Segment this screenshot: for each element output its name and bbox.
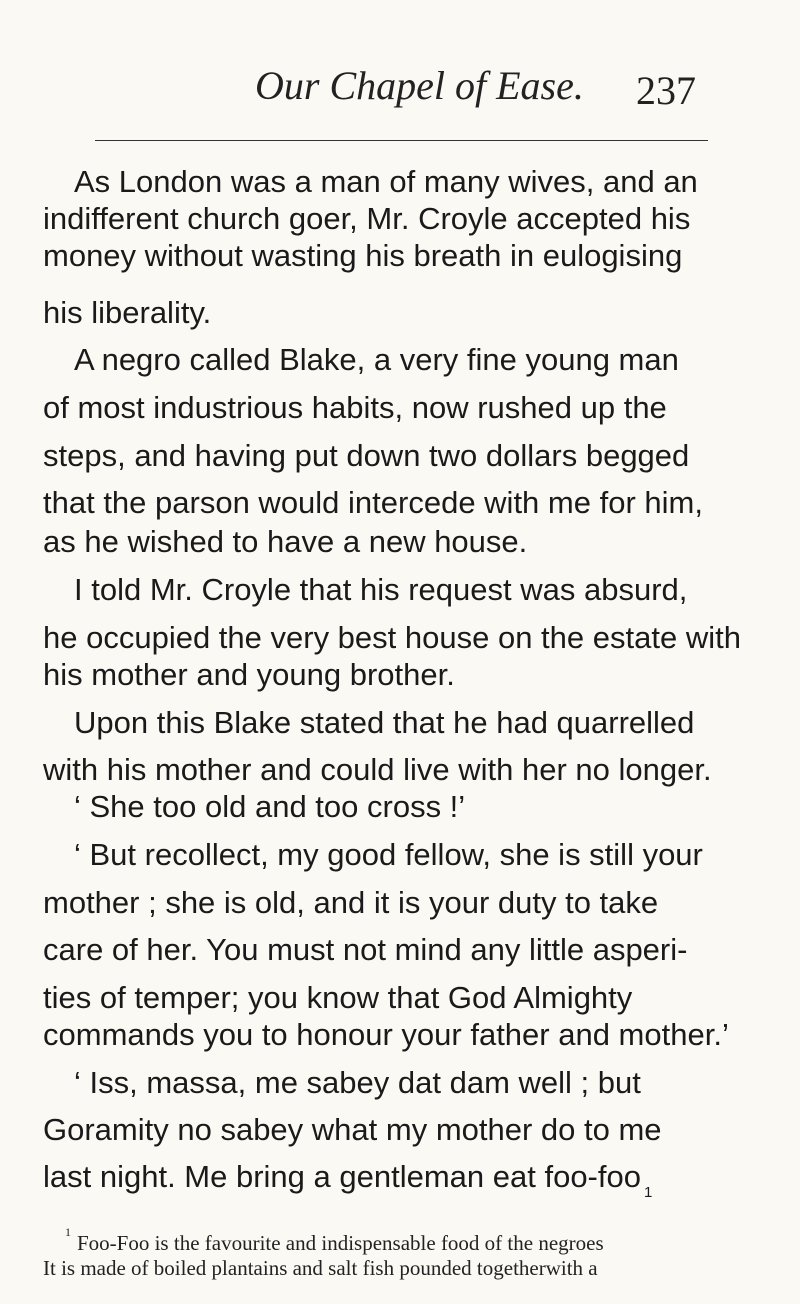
text-line: his mother and young brother.	[43, 657, 455, 692]
page-number: 237	[636, 68, 696, 113]
text-line: commands you to honour your father and mother.’	[43, 1017, 729, 1052]
page-header	[0, 62, 800, 132]
text-line: with his mother and could live with her no longer.	[43, 752, 712, 787]
text-line: as he wished to have a new house.	[43, 524, 528, 559]
text-line: ties of temper; you know that God Almighty	[43, 980, 633, 1015]
footnote-line-1	[65, 1225, 604, 1256]
running-title: Our Chapel of Ease.	[255, 63, 584, 108]
footnote-reference: 1	[643, 1184, 653, 1201]
text-line: his liberality.	[43, 295, 212, 330]
text-line: mother ; she is old, and it is your duty to take	[43, 885, 659, 920]
text-line: ‘ Iss, massa, me sabey dat dam well ; but	[74, 1065, 641, 1100]
text-line: steps, and having put down two dollars begged	[43, 438, 690, 473]
text-line: A negro called Blake, a very fine young man	[74, 342, 679, 377]
text-line-with-footnote-ref	[43, 1157, 652, 1203]
footnote-marker: 1	[65, 1225, 71, 1239]
text-line: ‘ But recollect, my good fellow, she is still your	[74, 837, 703, 872]
text-line: of most industrious habits, now rushed up the	[43, 390, 667, 425]
text-line: ‘ She too old and too cross !’	[74, 789, 466, 824]
text-line: money without wasting his breath in eulogising	[43, 238, 683, 273]
footnote-line-2: It is made of boiled plantains and salt fish pounded togetherwith a	[43, 1256, 598, 1280]
text-line: Upon this Blake stated that he had quarrelled	[74, 705, 695, 740]
text-line: last night. Me bring a gentleman eat foo-foo	[43, 1159, 641, 1194]
text-line: As London was a man of many wives, and an	[74, 164, 698, 199]
text-line: that the parson would intercede with me for him,	[43, 485, 703, 520]
text-line: Goramity no sabey what my mother do to me	[43, 1112, 662, 1147]
header-rule	[95, 140, 708, 141]
text-line: care of her. You must not mind any little asperi-	[43, 932, 688, 967]
text-line: I told Mr. Croyle that his request was absurd,	[74, 572, 688, 607]
text-line: indifferent church goer, Mr. Croyle accepted his	[43, 201, 691, 236]
text-line: he occupied the very best house on the estate with	[43, 620, 741, 655]
footnote-text: Foo-Foo is the favourite and indispensable food of the negroes	[77, 1231, 604, 1255]
